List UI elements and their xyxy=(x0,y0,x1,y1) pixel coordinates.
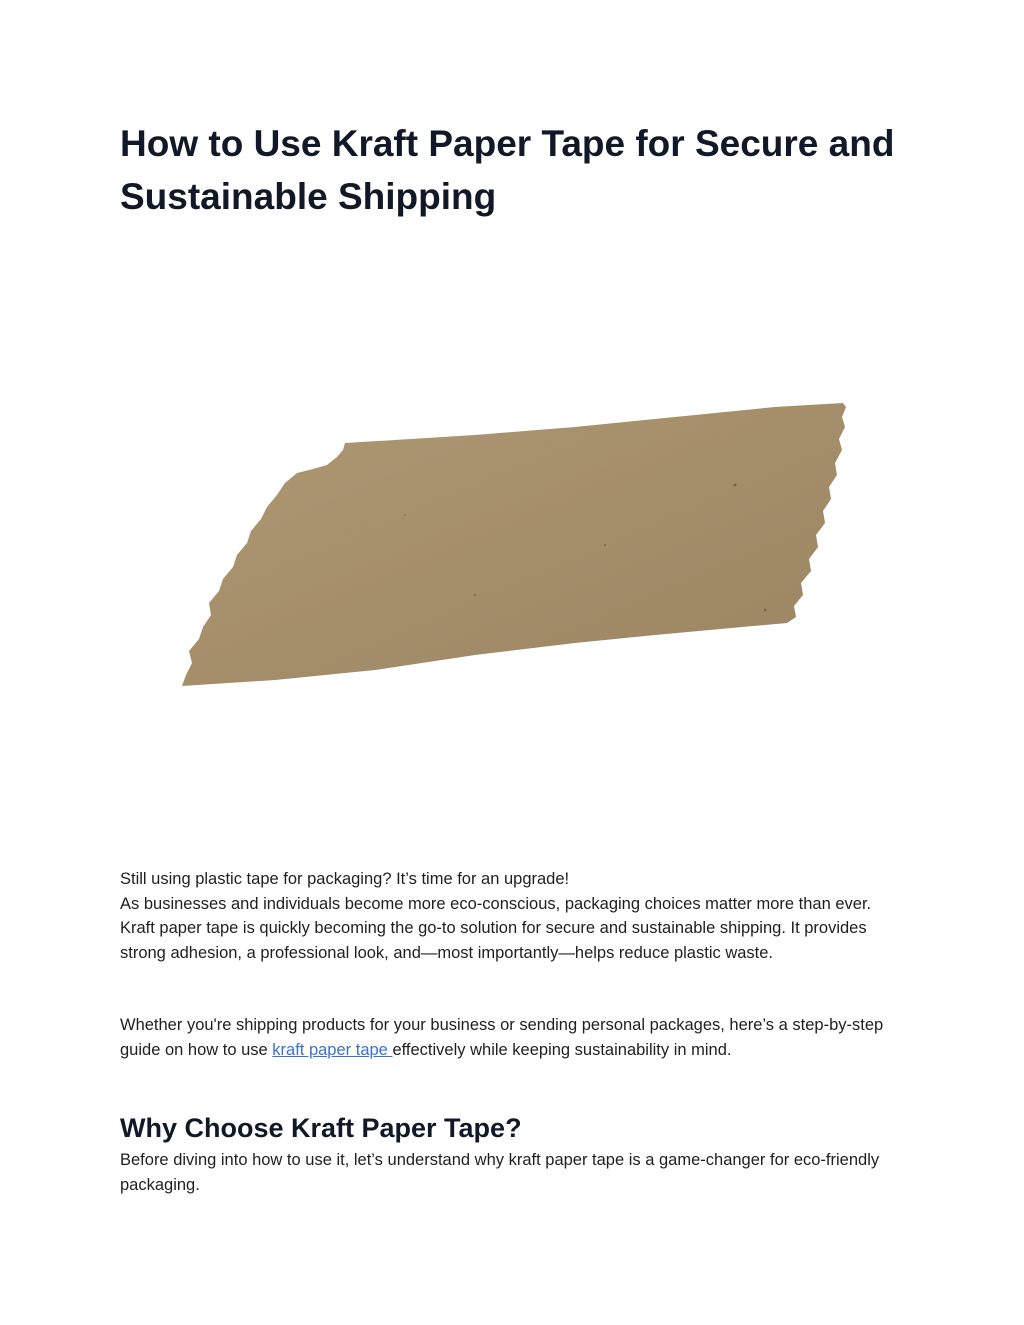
kraft-paper-tape-link[interactable]: kraft paper tape xyxy=(272,1040,393,1059)
page-title: How to Use Kraft Paper Tape for Secure and Sustainable Shipping xyxy=(120,123,895,217)
tape-strip-shape xyxy=(182,403,846,686)
section-paragraph: Before diving into how to use it, let’s understand why kraft paper tape is a game-changer for eco-friendly packaging. xyxy=(120,1151,880,1194)
guide-text-after-link: effectively while keeping sustainability in mind. xyxy=(392,1040,732,1059)
intro-line-2: As businesses and individuals become more eco-conscious, packaging choices matter more than ever. Kraft paper tape is quickly becoming the go-to solution for secure and sustainable shipping. It provides strong adhesion, a professional look, and—most importantly—helps reduce plastic waste. xyxy=(120,894,872,962)
guide-paragraph xyxy=(120,1013,910,1062)
kraft-tape-image xyxy=(175,395,855,695)
intro-line-1: Still using plastic tape for packaging? It’s time for an upgrade! xyxy=(120,870,570,888)
section-heading: Why Choose Kraft Paper Tape? xyxy=(120,1113,522,1143)
intro-paragraph xyxy=(120,867,910,965)
guide-text-before-link: Whether you're shipping products for your business or sending personal packages, here’s a step-by-step guide on how to use xyxy=(120,1016,884,1059)
